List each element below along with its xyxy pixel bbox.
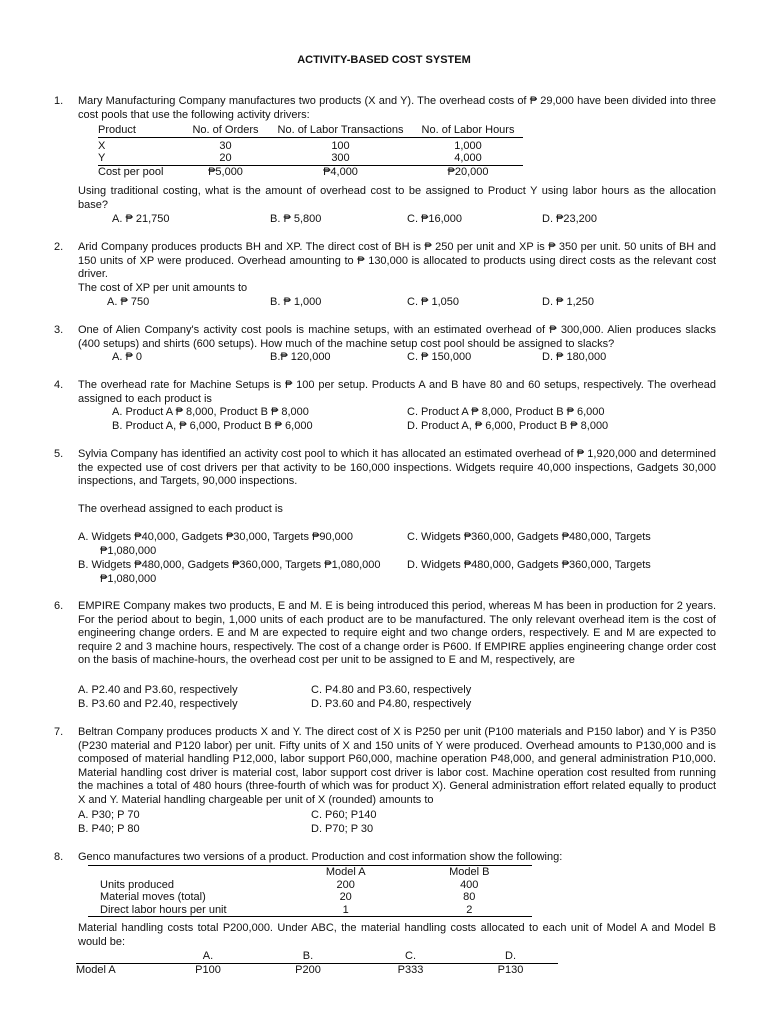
question-number: 5.	[54, 448, 64, 460]
option-b-continued: ₱1,080,000	[100, 573, 157, 585]
option-d: D. Widgets ₱480,000, Gadgets ₱360,000, Targets	[407, 559, 651, 571]
option-c: C. ₱ 1,050	[407, 296, 459, 308]
table-row: Direct labor hours per unit 1 2	[100, 903, 473, 916]
table-header: A.	[202, 950, 214, 962]
option-a: A. P2.40 and P3.60, respectively	[78, 684, 238, 696]
option-c: C. P4.80 and P3.60, respectively	[311, 684, 472, 696]
option-b: B.₱ 120,000	[270, 351, 331, 363]
q1-table	[98, 124, 523, 178]
question-number: 1.	[54, 95, 64, 107]
question-text: The overhead rate for Machine Setups is ₱ 100 per setup. Products A and B have 80 and 60 setups, respectively. The overhead assigned to each product is	[78, 379, 716, 405]
question-text: One of Alien Company's activity cost pools is machine setups, with an estimated overhead of ₱ 300,000. Alien produces slacks (400 setups) and shirts (600 setups). How much of the machine setup cost pool should be assigned to slacks?	[78, 324, 716, 350]
question-number: 4.	[54, 379, 64, 391]
table-row: Y 20 300 4,000	[98, 152, 523, 165]
question-text: Mary Manufacturing Company manufactures two products (X and Y). The overhead costs of ₱ 29,000 have been divided into three cost pools that use the following activity drivers:	[78, 95, 716, 121]
table-row: Units produced 200 400	[100, 878, 479, 891]
question-text: Using traditional costing, what is the amount of overhead cost to be assigned to Product Y using labor hours as the allocation base?	[78, 185, 716, 211]
table-header: Model A	[325, 866, 366, 878]
table-header: No. of Orders	[192, 124, 259, 136]
option-b: B. Product A, ₱ 6,000, Product B ₱ 6,000	[112, 420, 313, 432]
table-header: No. of Labor Transactions	[277, 124, 404, 136]
question-number: 6.	[54, 600, 64, 612]
table-row: Cost per pool ₱5,000 ₱4,000 ₱20,000	[98, 165, 489, 178]
table-row: Material moves (total) 20 80	[100, 891, 476, 903]
option-a: A. Widgets ₱40,000, Gadgets ₱30,000, Targets ₱90,000	[78, 531, 353, 543]
option-b: B. ₱ 5,800	[270, 213, 322, 225]
option-d: D. Product A, ₱ 6,000, Product B ₱ 8,000	[407, 420, 609, 432]
question-text: Sylvia Company has identified an activity cost pool to which it has allocated an estimated overhead of ₱ 1,920,000 and determined the expected use of cost drivers per that activity to be 160,000 inspections. Widgets require 40,000 inspections, Gadgets 30,000 inspections, and Targets, 90,000 inspections.	[78, 448, 716, 488]
table-header: Model B	[449, 866, 490, 878]
question-text: Genco manufactures two versions of a product. Production and cost information show the following:	[78, 851, 563, 863]
q8-answer-table	[76, 950, 558, 976]
option-c: C. ₱16,000	[407, 213, 463, 225]
option-b: B. P3.60 and P2.40, respectively	[78, 698, 238, 710]
option-b: B. ₱ 1,000	[270, 296, 322, 308]
option-a: A. ₱ 21,750	[112, 213, 170, 225]
option-d: D. ₱ 180,000	[542, 351, 607, 363]
option-a: A. Product A ₱ 8,000, Product B ₱ 8,000	[112, 406, 309, 418]
option-a: A. ₱ 0	[112, 351, 142, 363]
option-a: A. P30; P 70	[78, 809, 140, 821]
table-row: X 30 100 1,000	[98, 139, 482, 152]
option-b: B. Widgets ₱480,000, Gadgets ₱360,000, Targets ₱1,080,000	[78, 559, 381, 571]
q8-table	[88, 865, 532, 917]
option-d: D. P3.60 and P4.80, respectively	[311, 698, 472, 710]
page-title: ACTIVITY-BASED COST SYSTEM	[297, 54, 471, 66]
table-header: D.	[505, 950, 516, 962]
table-header: No. of Labor Hours	[421, 124, 515, 136]
question-number: 8.	[54, 851, 64, 863]
question-text: Beltran Company produces products X and Y. The direct cost of X is P250 per unit (P100 materials and P150 labor) and Y is P350 (P230 material and P120 labor) per unit. Fifty units of X and 150 units of Y were produced. Overhead amounts to P130,000 and is composed of material handling P12,000, labor support P60,000, machine operation P48,000, and general administration P10,000. Material handling cost driver is material cost, labor support cost driver is labor cost. Machine operation cost resulted from running the machines a total of 480 hours (three-fourth of which was for product X). General administration effort related equally to product X and Y. Material handling chargeable per unit of X (rounded) amounts to	[78, 726, 716, 806]
option-a: A. ₱ 750	[107, 296, 150, 308]
question-number: 2.	[54, 241, 64, 253]
option-c: C. P60; P140	[311, 809, 377, 821]
question-text: EMPIRE Company makes two products, E and M. E is being introduced this period, whereas M has been in production for 2 years. For the period about to begin, 1,000 units of each product are to be manufactured. The only relevant overhead item is the cost of engineering change orders. E and M are expected to require eight and two change orders, respectively. E and M are expected to require 2 and 3 machine hours, respectively. The cost of a change order is P600. If EMPIRE applies engineering change order cost on the basis of machine-hours, the overhead cost per unit to be assigned to E and M, respectively, are	[78, 600, 716, 667]
table-header: C.	[405, 950, 416, 962]
question-text: Arid Company produces products BH and XP. The direct cost of BH is ₱ 250 per unit and XP is ₱ 350 per unit. 50 units of BH and 150 units of XP were produced. Overhead amounting to ₱ 130,000 is allocated to products using direct costs as the relevant cost driver.	[78, 241, 716, 281]
option-c-continued: ₱1,080,000	[100, 545, 157, 557]
table-header: B.	[302, 950, 314, 962]
option-d: D. ₱ 1,250	[542, 296, 594, 308]
question-text: Material handling costs total P200,000. Under ABC, the material handling costs allocated to each unit of Model A and Model B would be:	[78, 922, 716, 948]
option-c: C. ₱ 150,000	[407, 351, 472, 363]
option-b: B. P40; P 80	[78, 823, 140, 835]
table-row: Model A P100 P200 P333 P130	[76, 963, 524, 976]
option-d: D. ₱23,200	[542, 213, 598, 225]
option-d: D. P70; P 30	[311, 823, 374, 835]
table-header: Product	[98, 124, 136, 136]
question-text: The cost of XP per unit amounts to	[78, 282, 248, 294]
option-c: C. Widgets ₱360,000, Gadgets ₱480,000, Targets	[407, 531, 651, 543]
question-number: 3.	[54, 324, 64, 336]
question-text: The overhead assigned to each product is	[78, 503, 283, 515]
option-c: C. Product A ₱ 8,000, Product B ₱ 6,000	[407, 406, 605, 418]
question-number: 7.	[54, 726, 64, 738]
